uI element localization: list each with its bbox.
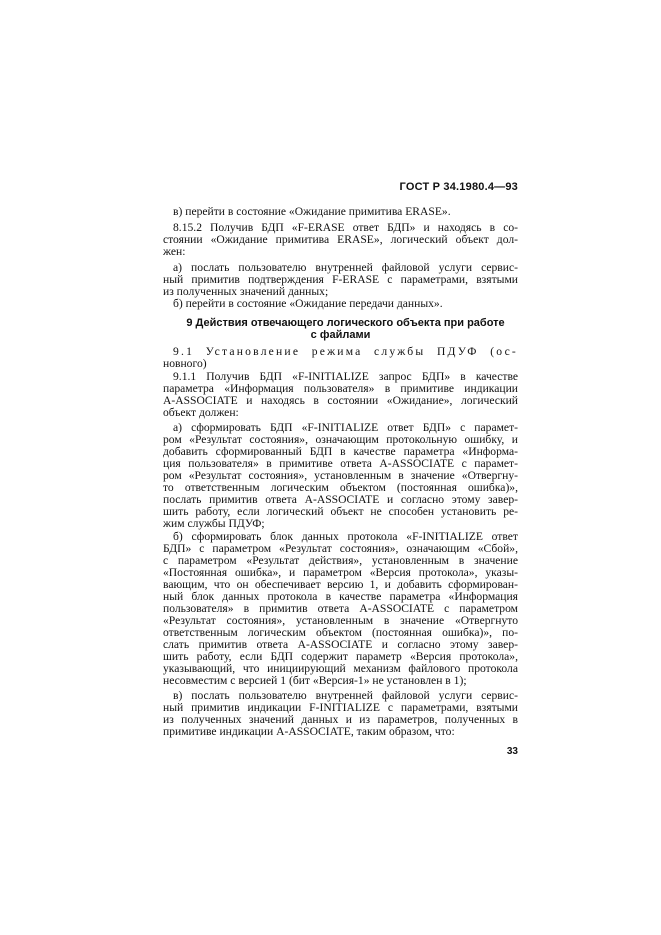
text-line: шить работу, если БДП содержит параметр «Версия протокола», [163,650,518,663]
text-line: из полученных значений данных и из параметров, полученных в [163,713,518,726]
text-line: параметра «Информация пользователя» в примитиве индикации [163,382,518,395]
text-line: слать примитив ответа A-ASSOCIATE и согласно этому завер- [163,638,518,651]
text-line: то ответственным логическим объектом (постоянная ошибка)», [163,481,518,494]
text-line: ром «Результат состояния», установленным в значение «Отвергну- [163,469,518,482]
paragraph [163,262,518,298]
text-line: а) послать пользователю внутренней файловой услуги сервис- [173,261,518,274]
paragraph [163,298,518,310]
text-line: вающим, что он обеспечивает версию 1, и добавить сформирован- [163,578,518,591]
document-header: ГОСТ Р 34.1980.4—93 [399,181,518,193]
text-line: указывающий, что инициирующий механизм файлового протокола [163,662,518,675]
text-line: несовместим с версией 1 (бит «Версия-1» не установлен в 1); [163,674,467,687]
text-line: из полученных значений данных; [163,285,329,298]
paragraph [163,690,518,738]
paragraph [163,531,518,687]
text-line: «Результат состояния», установленным в значение «Отвергнуто [163,614,518,627]
text-line: с файлами [310,329,371,341]
text-line: объект должен: [163,406,239,419]
text-line: б) перейти в состояние «Ожидание передачи данных». [173,297,443,310]
text-line: добавить сформированный БДП в качестве параметра «Информа- [163,445,518,458]
text-line: в) перейти в состояние «Ожидание примитива ERASE». [173,205,451,218]
text-line: ный примитив подтверждения F-ERASE с параметрами, взятыми [163,273,518,286]
text-line: пользователя» в примитив ответа A-ASSOCIATE с параметром [163,602,518,615]
text-line: 9 Действия отвечающего логического объекта при работе [186,317,505,329]
text-line: послать примитив ответа A-ASSOCIATE и согласно этому завер- [163,493,518,506]
text-line: б) сформировать блок данных протокола «F-INITIALIZE ответ [173,530,518,543]
page-number: 33 [506,746,518,757]
text-line: ответственным логическим объектом (постоянная ошибка)», по- [163,626,518,639]
text-line: 8.15.2 Получив БДП «F-ERASE ответ БДП» и находясь в со- [173,221,518,234]
text-line: а) сформировать БДП «F-INITIALIZE ответ БДП» с парамет- [173,421,518,434]
text-line: ный блок данных протокола в качестве параметра «Информация [163,590,518,603]
text-line: жен: [163,245,186,258]
text-line: с параметром «Результат действия», установленным в значение [163,554,518,567]
text-line: примитиве индикации A-ASSOCIATE, таким образом, что: [163,725,455,738]
text-line: ром «Результат состояния», означающим протокольную ошибку, и [163,433,518,446]
paragraph [163,371,518,419]
text-line: ный примитив индикации F-INITIALIZE с параметрами, взятыми [163,701,518,714]
text-line: 9.1 Установление режима службы ПДУФ (ос- [173,345,518,358]
subsection-heading [163,346,518,370]
text-line: 9.1.1 Получив БДП «F-INITIALIZE запрос БДП» в качестве [173,370,518,383]
text-line: шить работу, если логический объект не способен установить ре- [163,505,518,518]
text-line: стоянии «Ожидание примитива ERASE», логический объект дол- [163,233,518,246]
paragraph [163,422,518,530]
section-heading [163,317,518,341]
text-line: новного) [163,357,207,370]
text-line: «Постоянная ошибка», и параметром «Версия протокола», указы- [163,566,518,579]
text-line: A-ASSOCIATE и находясь в состоянии «Ожидание», логический [163,394,518,407]
text-line: жим службы ПДУФ; [163,517,265,530]
paragraph [163,206,518,218]
paragraph [163,222,518,258]
text-line: БДП» с параметром «Результат состояния», означающим «Сбой», [163,542,518,555]
text-line: в) послать пользователю внутренней файловой услуги сервис- [173,689,518,702]
text-line: ция пользователя» в примитиве ответа A-ASSOCIATE с парамет- [163,457,518,470]
